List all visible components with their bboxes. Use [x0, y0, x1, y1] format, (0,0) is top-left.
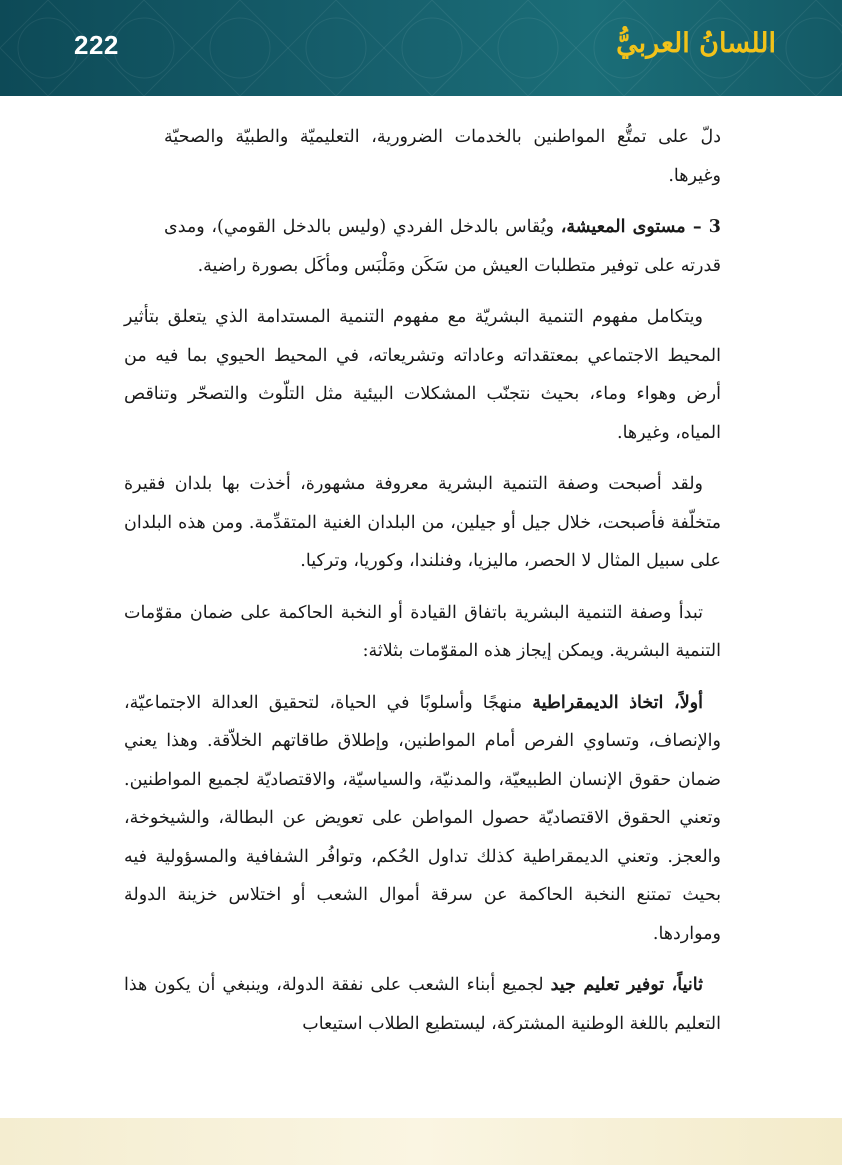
header-band	[0, 0, 842, 96]
paragraph-continued-item: دلّ على تمتُّع المواطنين بالخدمات الضرورية، التعليميّة والطبيّة والصحيّة وغيرها.	[164, 127, 721, 186]
point-text: منهجًا وأسلوبًا في الحياة، لتحقيق العدالة الاجتماعيّة، والإنصاف، وتساوي الفرص أمام المواطنين، وإطلاق طاقاتهم الخلاّقة. وهذا يعني ضمان حقوق الإنسان الطبيعيّة، والمدنيّة، والسياسيّة، والاقتصاديّة لجميع المواطنين. وتعني الحقوق الاقتصاديّة حصول المواطن على تعويض عن البطالة، والشيخوخة، والعجز. وتعني الديمقراطية كذلك تداول الحُكم، وتوافُر الشفافية والمسؤولية فيه بحيث تمتنع النخبة الحاكمة عن سرقة أموال الشعب أو اختلاس خزينة الدولة ومواردها.	[124, 692, 721, 944]
list-item-text: ويُقاس بالدخل الفردي (وليس بالدخل القومي)، ومدى قدرته على توفير متطلبات العيش من سَكَن ومَلْبَس ومأكَل بصورة راضية.	[164, 217, 721, 276]
paragraph-first-point	[124, 684, 721, 954]
list-item-3	[164, 208, 721, 285]
paragraph: تبدأ وصفة التنمية البشرية باتفاق القيادة أو النخبة الحاكمة على ضمان مقوّمات التنمية البشرية. ويمكن إيجاز هذه المقوّمات بثلاثة:	[124, 602, 721, 661]
paragraph: ويتكامل مفهوم التنمية البشريّة مع مفهوم التنمية المستدامة الذي يتعلق بتأثير المحيط الاجتماعي بمعتقداته وعاداته وتشريعاته، في المحيط الحيوي بما فيه من أرض وهواء وماء، بحيث نتجنّب المشكلات البيئية مثل التلّوث والتصحّر وتناقص المياه، وغيرها.	[124, 307, 721, 443]
list-item-label: 3 – مستوى المعيشة،	[560, 217, 721, 237]
point-text: لجميع أبناء الشعب على نفقة الدولة، وينبغي أن يكون هذا التعليم باللغة الوطنية المشتركة، ليستطيع الطلاب استيعاب	[124, 975, 721, 1034]
page-number: 222	[74, 30, 119, 60]
footer-band	[0, 1118, 842, 1165]
point-label: ثانياً، توفير تعليم جيد	[550, 975, 703, 995]
point-label: أولاً، اتخاذ الديمقراطية	[532, 692, 703, 713]
paragraph-second-point	[124, 966, 721, 1043]
magazine-logo: اللسانُ العربيُّ	[616, 28, 776, 59]
paragraph: ولقد أصبحت وصفة التنمية البشرية معروفة مشهورة، أخذت بها بلدان فقيرة متخلّفة فأصبحت، خلال جيل أو جيلين، من البلدان الغنية المتقدِّمة. ومن هذه البلدان على سبيل المثال لا الحصر، ماليزيا، وفنلندا، وكوريا، وتركيا.	[124, 474, 721, 571]
article-body	[124, 118, 721, 1056]
